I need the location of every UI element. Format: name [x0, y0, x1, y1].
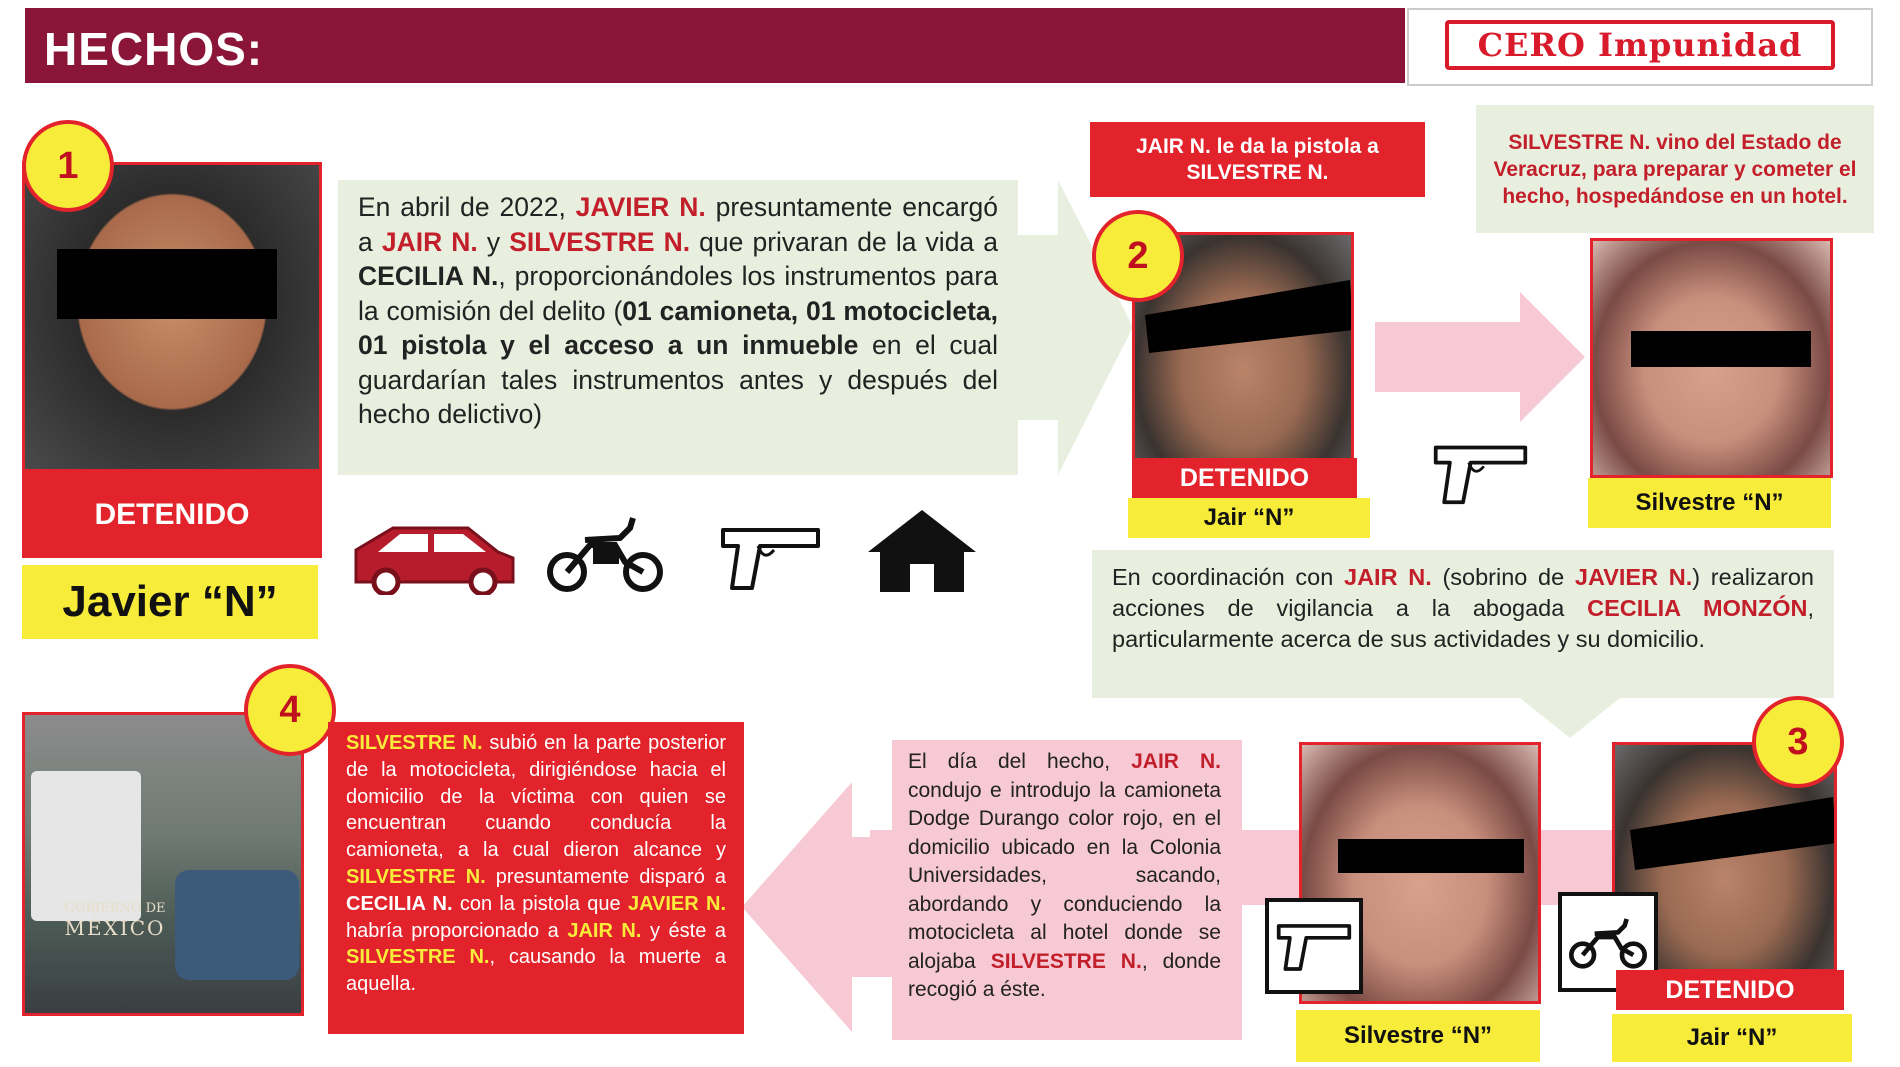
summary-text: En abril de 2022, JAVIER N. presuntamente encargó a JAIR N. y SILVESTRE N. que privaran de la vida a CECILIA N., proporcionándoles los instrumentos para la comisión del delito (01 camioneta, 01 motocicleta, 01 pistola y el acceso a un inmueble en el cual guardarían tales instrumentos antes y después del hecho delictivo): [358, 192, 998, 429]
status-badge: DETENIDO: [22, 472, 322, 558]
pistol-icon: [718, 522, 823, 592]
censor-bar: [1615, 785, 1837, 875]
person-name: Jair “N”: [1612, 1014, 1852, 1062]
censor-bar: [1631, 331, 1811, 367]
van-icon: [348, 520, 518, 595]
page-title: HECHOS:: [44, 23, 264, 75]
silvestre-photo: [1590, 238, 1833, 478]
watermark-line1: GOBIERNO DE: [64, 901, 166, 916]
number-badge-4: 4: [244, 664, 336, 756]
arrow-left-pink: [742, 782, 892, 1032]
arrow-right-pink: [1375, 292, 1585, 422]
crime-scene-photo: [22, 712, 304, 1016]
cero-impunidad-logo: CERO Impunidad: [1445, 20, 1835, 70]
pistol-icon: [1428, 440, 1533, 506]
motorcycle-icon: [545, 510, 665, 595]
ambulance-shape: [31, 771, 141, 921]
pistol-icon: [1265, 898, 1363, 994]
status-badge: DETENIDO: [1616, 970, 1844, 1010]
censor-bar: [57, 249, 277, 319]
number-badge-2: 2: [1092, 210, 1184, 302]
person-name: Silvestre “N”: [1296, 1010, 1540, 1062]
number-badge-1: 1: [22, 120, 114, 212]
coordination-text: En coordinación con JAIR N. (sobrino de JAVIER N.) realizaron acciones de vigilancia a la abogada CECILIA MONZÓN, particularmente acerca de sus actividades y su domicilio.: [1112, 564, 1815, 652]
censor-bar: [1338, 839, 1524, 873]
person-name: Javier “N”: [22, 565, 318, 639]
arrow-down-green: [1520, 698, 1620, 738]
watermark-line2: MÉXICO: [64, 916, 166, 940]
person-name: Silvestre “N”: [1588, 478, 1831, 528]
person-name: Jair “N”: [1128, 498, 1370, 538]
callout-pistol: JAIR N. le da la pistola a SILVESTRE N.: [1090, 122, 1425, 197]
number-badge-3: 3: [1752, 696, 1844, 788]
house-icon: [866, 508, 978, 594]
day-of-event-text: El día del hecho, JAIR N. condujo e introdujo la camioneta Dodge Durango color rojo, en el domicilio ubicado en la Colonia Universidades, sacando, abordando y conduciendo la motocicleta al hotel donde se alojaba SILVESTRE N., donde recogió a éste.: [908, 750, 1222, 1001]
status-badge: DETENIDO: [1132, 458, 1357, 498]
watermark-text: [35, 901, 195, 940]
shooting-text: SILVESTRE N. subió en la parte posterior de la motocicleta, dirigiéndose hacia el domicilio de la víctima con quien se encuentran cuando conducía la camioneta, a la cual dieron alcance y SILVESTRE N. presuntamente disparó a CECILIA N. con la pistola que JAVIER N. habría proporcionado a JAIR N. y éste a SILVESTRE N., causando la muerte a aquella.: [346, 732, 726, 996]
callout-veracruz: SILVESTRE N. vino del Estado de Veracruz, para preparar y cometer el hecho, hospedándose en un hotel.: [1476, 105, 1874, 233]
